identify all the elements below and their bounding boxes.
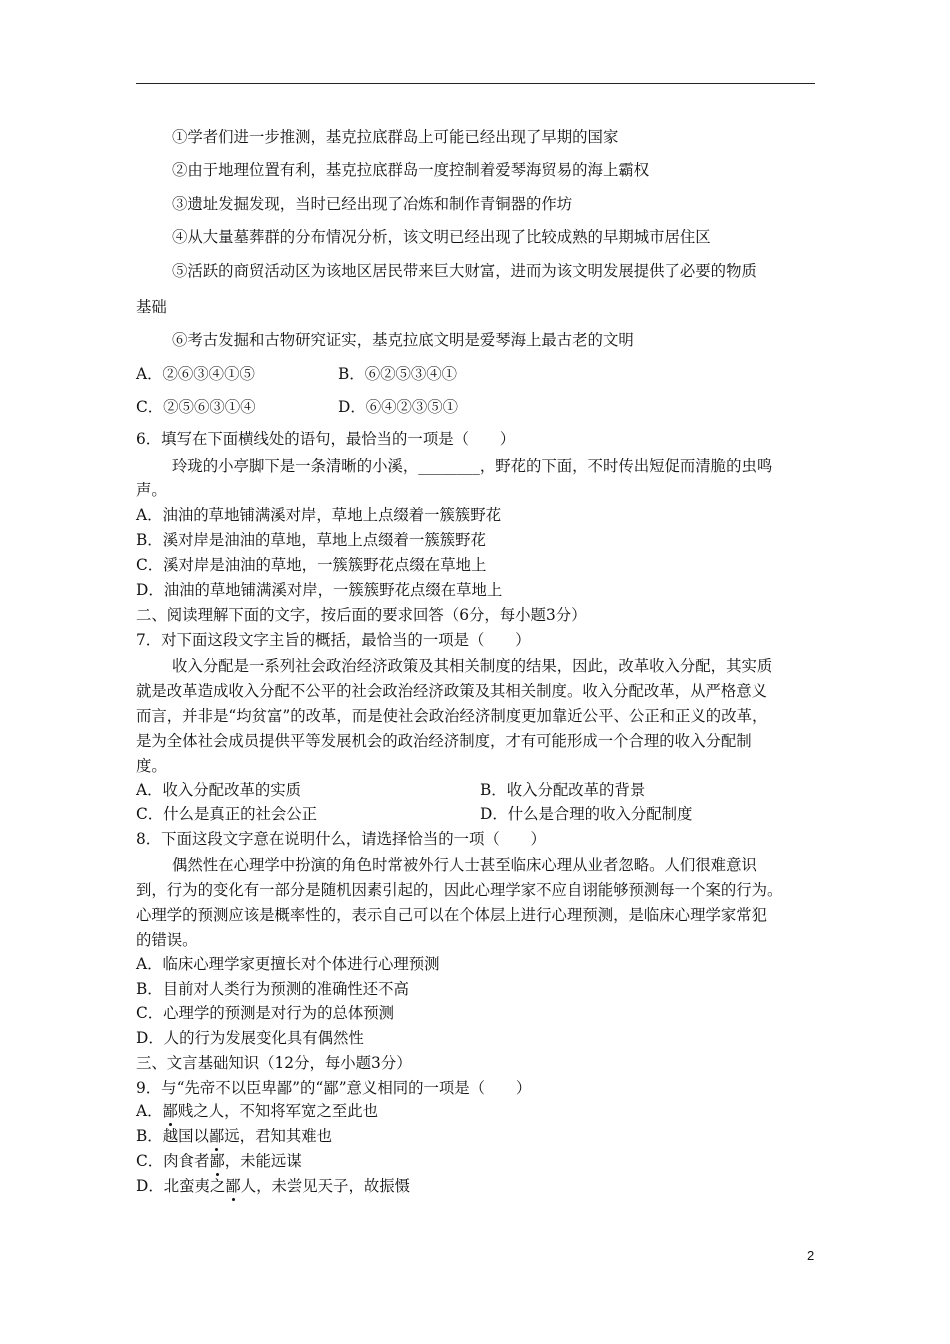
q9-option-a-prefix: A． <box>136 1102 163 1120</box>
section-3-heading: 三、文言基础知识（12分，每小题3分） <box>136 1054 412 1072</box>
q9-option-a-rest: 贱之人，不知将军宽之至此也 <box>177 1102 379 1120</box>
q6-passage-1: 玲珑的小亭脚下是一条清晰的小溪，________，野花的下面，不时传出短促而清脆的虫鸣 <box>172 457 773 475</box>
q5-option-c: C．②⑤⑥③①④ <box>136 398 256 416</box>
q5-option-b: B．⑥②⑤③④① <box>338 365 458 383</box>
emphasis-char: 鄙 <box>209 1152 225 1170</box>
q6-option-d: D．油油的草地铺满溪对岸，一簇簇野花点缀在草地上 <box>136 581 503 599</box>
q5-sentence-3: ③遗址发掘发现，当时已经出现了冶炼和制作青铜器的作坊 <box>172 195 573 213</box>
q9-option-c <box>136 1151 302 1171</box>
q6-option-c: C．溪对岸是油油的草地，一簇簇野花点缀在草地上 <box>136 556 487 574</box>
q5-sentence-4: ④从大量墓葬群的分布情况分析，该文明已经出现了比较成熟的早期城市居住区 <box>172 228 711 246</box>
q7-option-b: B．收入分配改革的背景 <box>480 781 646 799</box>
q8-option-d: D．人的行为发展变化具有偶然性 <box>136 1029 364 1047</box>
q7-passage-1: 收入分配是一系列社会政治经济政策及其相关制度的结果，因此，改革收入分配，其实质 <box>172 657 773 675</box>
q8-option-c: C．心理学的预测是对行为的总体预测 <box>136 1004 395 1022</box>
q5-sentence-5b: 基础 <box>136 298 167 316</box>
q6-option-b: B．溪对岸是油油的草地，草地上点缀着一簇簇野花 <box>136 531 486 549</box>
q7-passage-4: 是为全体社会成员提供平等发展机会的政治经济制度，才有可能形成一个合理的收入分配制 <box>136 732 752 750</box>
emphasis-char: 鄙 <box>162 1102 178 1120</box>
q9-stem: 9．与“先帝不以臣卑鄙”的“鄙”意义相同的一项是（ ） <box>136 1079 532 1097</box>
q9-option-d-rest: 人，未尝见天子，故振慑 <box>240 1177 411 1195</box>
q7-option-a: A．收入分配改革的实质 <box>136 781 302 799</box>
q6-passage-2: 声。 <box>136 481 167 499</box>
q5-sentence-6: ⑥考古发掘和古物研究证实，基克拉底文明是爱琴海上最古老的文明 <box>172 331 634 349</box>
q9-option-b <box>136 1126 332 1146</box>
q8-passage-2: 到，行为的变化有一部分是随机因素引起的，因此心理学家不应自诩能够预测每一个案的行为。 <box>136 881 783 899</box>
q9-option-d-prefix: D．北蛮夷之 <box>136 1177 226 1195</box>
q8-passage-3: 心理学的预测应该是概率性的，表示自己可以在个体层上进行心理预测，是临床心理学家常犯 <box>136 906 768 924</box>
q5-sentence-5a: ⑤活跃的商贸活动区为该地区居民带来巨大财富，进而为该文明发展提供了必要的物质 <box>172 262 757 280</box>
q7-option-c: C．什么是真正的社会公正 <box>136 805 318 823</box>
q7-stem: 7．对下面这段文字主旨的概括，最恰当的一项是（ ） <box>136 631 531 649</box>
q6-option-a: A．油油的草地铺满溪对岸，草地上点缀着一簇簇野花 <box>136 506 502 524</box>
q7-option-d: D．什么是合理的收入分配制度 <box>480 805 693 823</box>
q8-stem: 8．下面这段文字意在说明什么，请选择恰当的一项（ ） <box>136 830 546 848</box>
q5-option-d: D．⑥④②③⑤① <box>338 398 459 416</box>
q5-sentence-1: ①学者们进一步推测，基克拉底群岛上可能已经出现了早期的国家 <box>172 128 619 146</box>
q9-option-c-prefix: C．肉食者 <box>136 1152 210 1170</box>
section-2-heading: 二、阅读理解下面的文字，按后面的要求回答（6分，每小题3分） <box>136 606 587 624</box>
q9-option-b-rest: 远，君知其难也 <box>224 1127 333 1145</box>
q5-option-a: A．②⑥③④①⑤ <box>136 365 255 383</box>
q9-option-c-rest: ，未能远谋 <box>224 1152 302 1170</box>
q7-passage-3: 而言，并非是“均贫富”的改革，而是使社会政治经济制度更加靠近公平、公正和正义的改革， <box>136 707 768 725</box>
q5-sentence-2: ②由于地理位置有利，基克拉底群岛一度控制着爱琴海贸易的海上霸权 <box>172 161 650 179</box>
q7-passage-2: 就是改革造成收入分配不公平的社会政治经济政策及其相关制度。收入分配改革，从严格意义 <box>136 682 768 700</box>
q8-passage-4: 的错误。 <box>136 931 198 949</box>
q8-passage-1: 偶然性在心理学中扮演的角色时常被外行人士甚至临床心理从业者忽略。人们很难意识 <box>172 856 757 874</box>
q9-option-d <box>136 1176 410 1196</box>
q6-stem: 6．填写在下面横线处的语句，最恰当的一项是（ ） <box>136 430 516 448</box>
q8-option-a: A．临床心理学家更擅长对个体进行心理预测 <box>136 955 440 973</box>
q9-option-a <box>136 1101 378 1121</box>
q9-option-b-prefix: B．越国以 <box>136 1127 209 1145</box>
emphasis-char: 鄙 <box>208 1127 225 1145</box>
page-number: 2 <box>807 1248 815 1263</box>
header-rule <box>136 83 815 84</box>
q8-option-b: B．目前对人类行为预测的准确性还不高 <box>136 980 409 998</box>
emphasis-char: 鄙 <box>225 1177 241 1195</box>
q7-passage-5: 度。 <box>136 757 167 775</box>
